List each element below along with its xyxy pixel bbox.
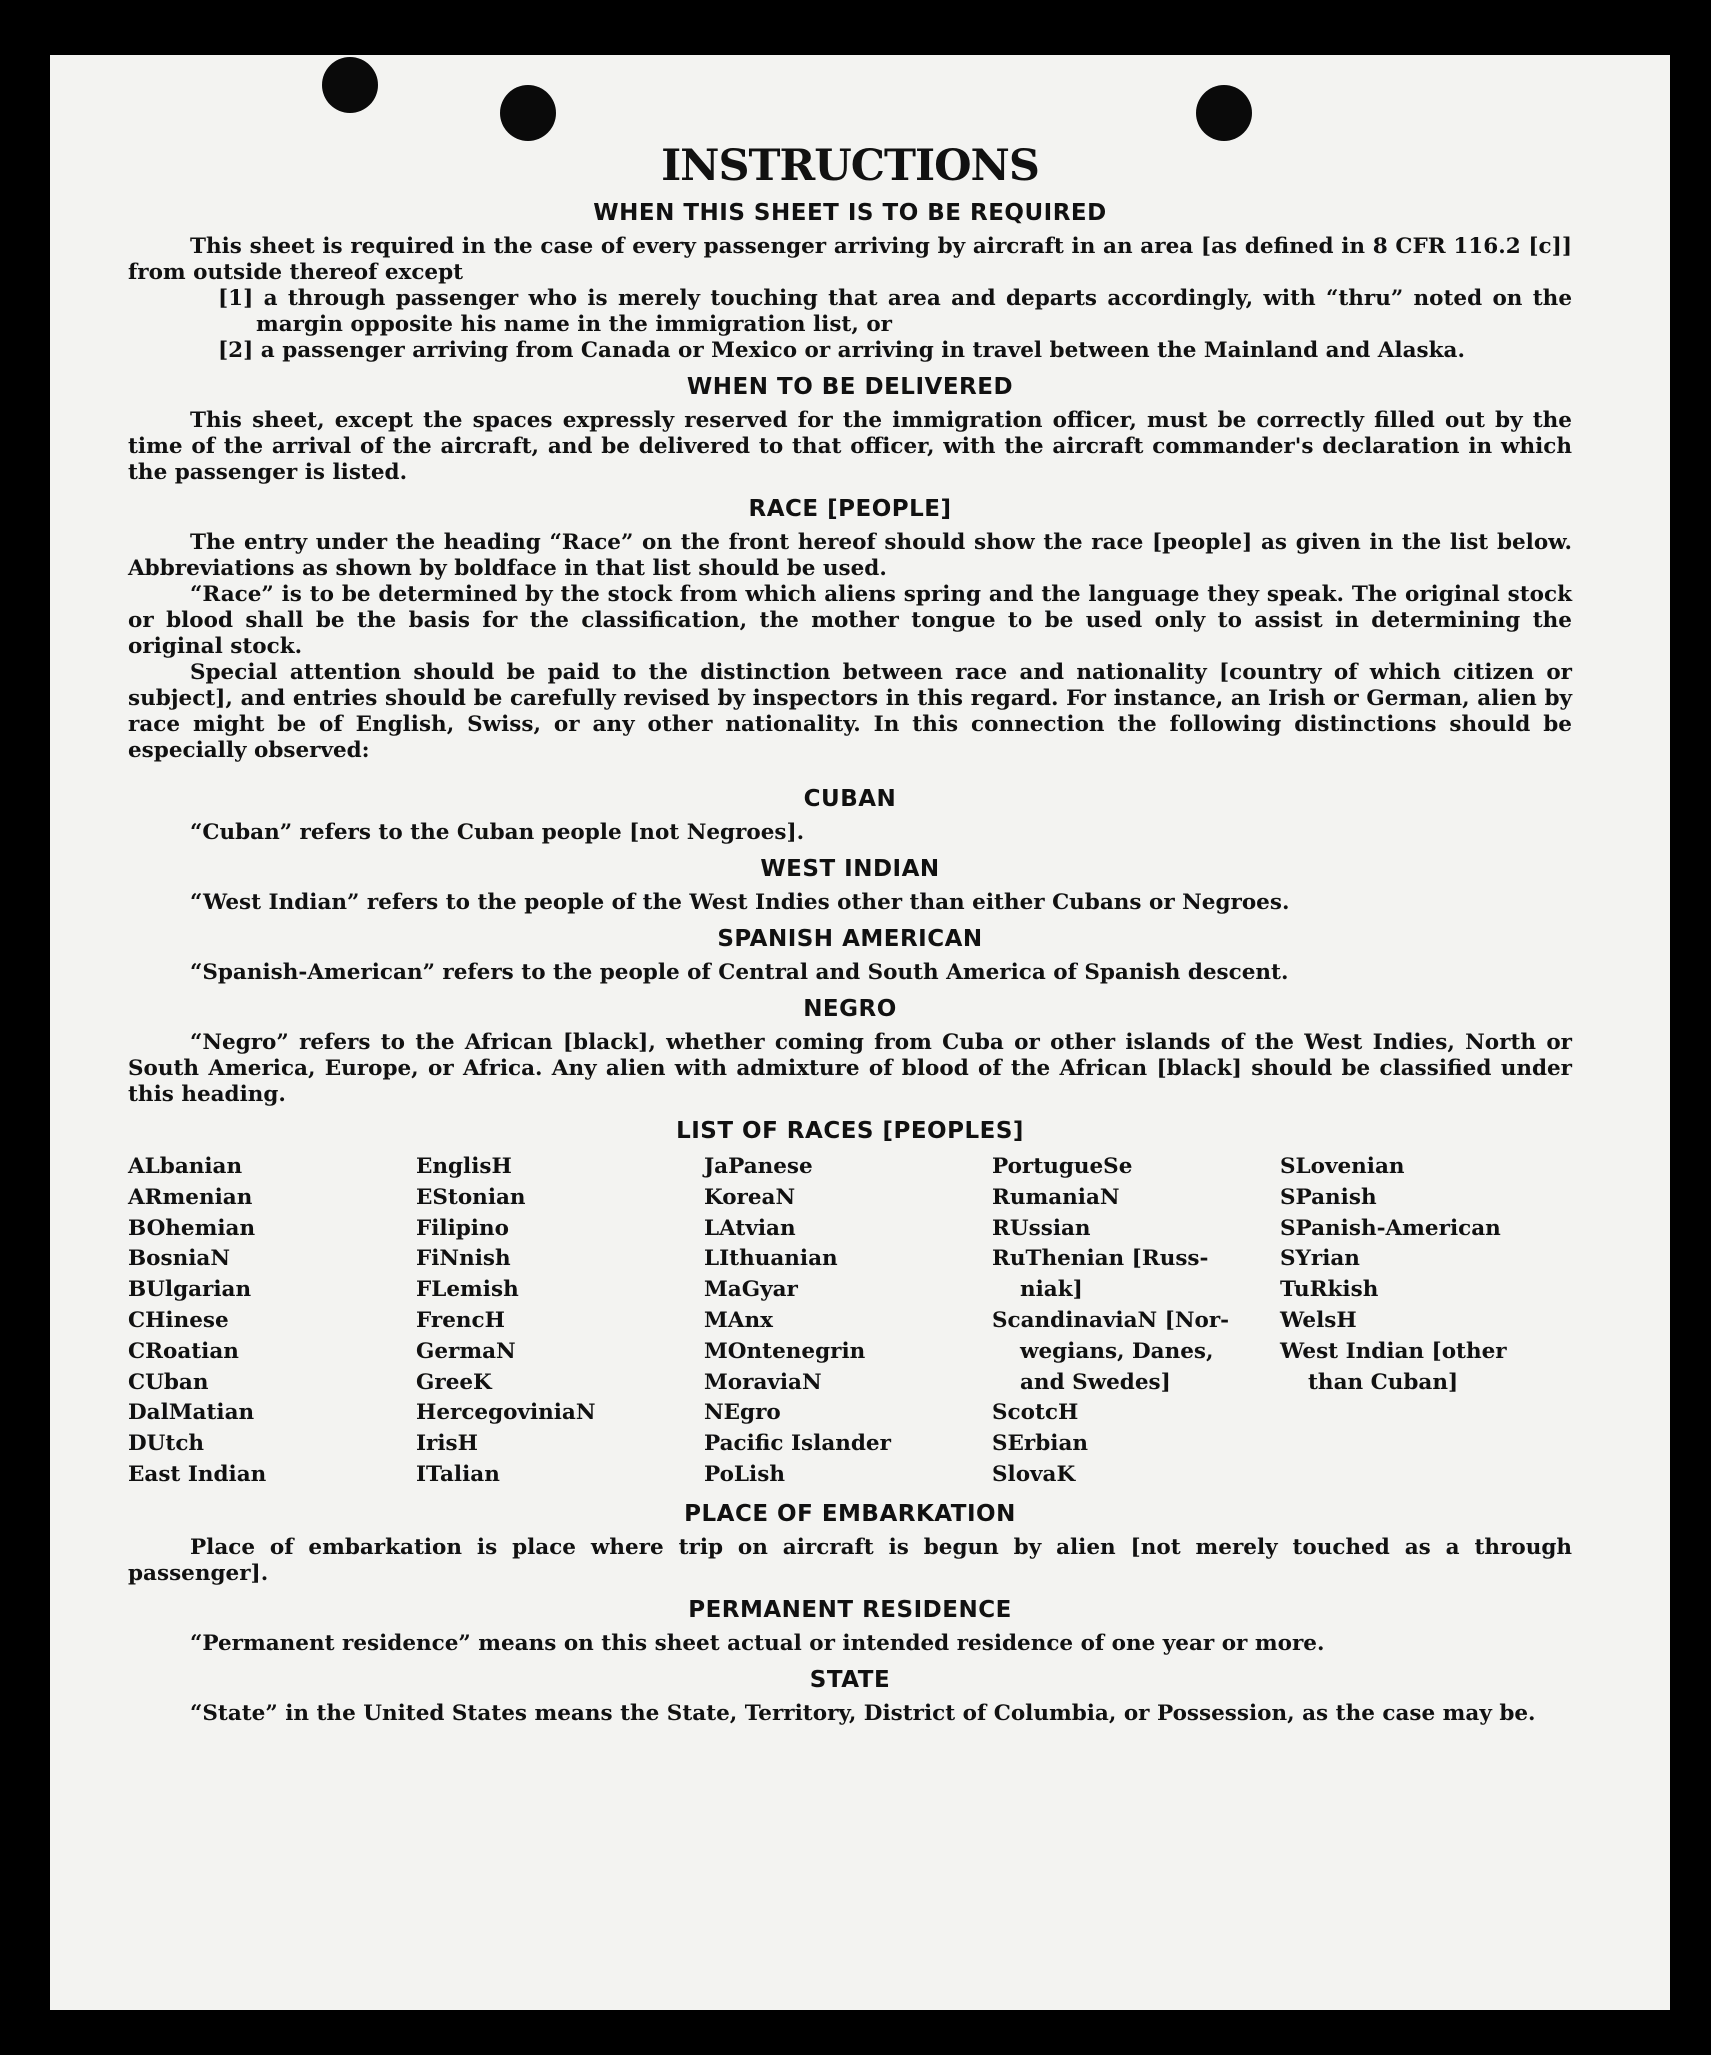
race-entry: ITalian [416, 1461, 500, 1487]
race-entry: Filipino [416, 1215, 509, 1241]
race-entry: NEgro [704, 1400, 781, 1426]
race-entry: TuRkish [1280, 1277, 1379, 1303]
embarkation-text: Place of embarkation is place where trip on aircraft is begun by alien [not merely touched as a through passenger]. [128, 1534, 1572, 1586]
cuban-text: “Cuban” refers to the Cuban people [not Negroes]. [190, 820, 805, 845]
race-entry: RUssian [992, 1215, 1091, 1241]
instructions-body [128, 140, 1572, 1727]
heading-required: WHEN THIS SHEET IS TO BE REQUIRED [593, 200, 1107, 226]
delivered-text: This sheet, except the spaces expressly reserved for the immigration officer, must be correctly filled out by the time of the arrival of the aircraft, and be delivered to that officer, with the aircraft commander's declaration in which the passenger is listed. [128, 408, 1572, 485]
race-entry: EnglisH [416, 1154, 512, 1179]
race-entry: BOhemian [128, 1215, 256, 1241]
race-entry: PortugueSe [992, 1154, 1133, 1179]
required-item-1: [1] a through passenger who is merely touching that area and departs accordingly, with “thru” noted on the margin opposite his name in the immigration list, or [218, 286, 1572, 337]
race-entry: SPanish-American [1280, 1215, 1501, 1241]
document-page [50, 55, 1670, 2010]
races-column-5 [1280, 1152, 1568, 1491]
race-entry: SPanish [1280, 1184, 1377, 1210]
race-entry: MAnx [704, 1307, 773, 1333]
race-entry-continuation: wegians, Danes, [1020, 1338, 1214, 1364]
negro-text: “Negro” refers to the African [black], whether coming from Cuba or other islands of the West Indies, North or South America, Europe, or Africa. Any alien with admixture of blood of the African [black] should be classified under this heading. [128, 1030, 1572, 1107]
race-entry: FrencH [416, 1307, 505, 1333]
race-entry: MOntenegrin [704, 1338, 866, 1364]
race-entry-continuation: niak] [1020, 1277, 1083, 1303]
race-entry: GreeK [416, 1369, 492, 1395]
race-entry: SErbian [992, 1431, 1089, 1457]
race-entry: West Indian [other [1280, 1338, 1507, 1364]
race-entry: CUban [128, 1369, 209, 1395]
races-column-4 [992, 1152, 1280, 1491]
race-entry: CRoatian [128, 1338, 239, 1364]
heading-negro: NEGRO [803, 996, 897, 1022]
race-entry: East Indian [128, 1461, 267, 1487]
race-entry: BosniaN [128, 1246, 230, 1272]
race-entry: FLemish [416, 1277, 519, 1303]
race-entry: DUtch [128, 1431, 205, 1457]
punch-hole [500, 85, 556, 141]
punch-hole [1196, 85, 1252, 141]
race-entry: ARmenian [128, 1184, 253, 1210]
race-entry: RumaniaN [992, 1184, 1120, 1210]
race-entry: WelsH [1280, 1307, 1357, 1333]
race-entry-continuation: than Cuban] [1308, 1369, 1459, 1395]
required-item-2: [2] a passenger arriving from Canada or Mexico or arriving in travel between the Mainland and Alaska. [218, 338, 1465, 363]
races-list [128, 1152, 1572, 1491]
required-intro: This sheet is required in the case of every passenger arriving by aircraft in an area [as defined in 8 CFR 116.2 [c]] from outside thereof except [128, 234, 1572, 285]
heading-cuban: CUBAN [803, 786, 897, 812]
race-entry: SYrian [1280, 1246, 1360, 1272]
heading-spanish-american: SPANISH AMERICAN [717, 926, 983, 952]
race-entry: CHinese [128, 1307, 229, 1333]
heading-race: RACE [PEOPLE] [748, 496, 952, 522]
heading-state: STATE [809, 1666, 891, 1693]
race-entry: PoLish [704, 1461, 785, 1487]
heading-list-of-races: LIST OF RACES [PEOPLES] [676, 1118, 1024, 1144]
race-entry: MaGyar [704, 1277, 798, 1303]
heading-permanent-residence: PERMANENT RESIDENCE [688, 1596, 1012, 1623]
race-entry: SLovenian [1280, 1154, 1405, 1179]
race-paragraph-3: Special attention should be paid to the distinction between race and nationality [country of which citizen or subject], and entries should be carefully revised by inspectors in this regard. For instance, an Irish or German, alien by race might be of English, Swiss, or any other nationality. In this connection the following distinctions should be especially observed: [128, 660, 1572, 763]
race-entry: ScandinaviaN [Nor- [992, 1307, 1230, 1333]
race-paragraph-2: “Race” is to be determined by the stock from which aliens spring and the language they speak. The original stock or blood shall be the basis for the classification, the mother tongue to be used only to assist in determining the original stock. [128, 582, 1572, 659]
race-entry: ALbanian [128, 1154, 243, 1179]
race-entry: BUlgarian [128, 1277, 252, 1303]
race-paragraph-1: The entry under the heading “Race” on the front hereof should show the race [people] as given in the list below. Abbreviations as shown by boldface in that list should be used. [128, 530, 1572, 581]
race-entry: EStonian [416, 1184, 526, 1210]
races-column-1 [128, 1152, 416, 1491]
race-entry-continuation: and Swedes] [1020, 1369, 1171, 1395]
race-entry: KoreaN [704, 1184, 796, 1210]
heading-delivered: WHEN TO BE DELIVERED [686, 374, 1014, 400]
state-text: “State” in the United States means the State, Territory, District of Columbia, or Possession, as the case may be. [190, 1700, 1536, 1726]
races-column-2 [416, 1152, 704, 1491]
race-entry: GermaN [416, 1338, 516, 1364]
race-entry: SlovaK [992, 1461, 1076, 1487]
heading-embarkation: PLACE OF EMBARKATION [684, 1500, 1016, 1527]
spanish-american-text: “Spanish-American” refers to the people of Central and South America of Spanish descent. [190, 960, 1289, 985]
race-entry: JaPanese [704, 1154, 813, 1179]
heading-west-indian: WEST INDIAN [760, 856, 940, 882]
west-indian-text: “West Indian” refers to the people of the West Indies other than either Cubans or Negroes. [190, 890, 1290, 915]
race-entry: DalMatian [128, 1400, 255, 1426]
race-entry: Pacific Islander [704, 1431, 891, 1457]
race-entry: LAtvian [704, 1215, 796, 1241]
races-column-3 [704, 1152, 992, 1491]
race-entry: LIthuanian [704, 1246, 838, 1272]
race-entry: MoraviaN [704, 1369, 822, 1395]
race-entry: IrisH [416, 1431, 478, 1457]
race-entry: RuThenian [Russ- [992, 1246, 1209, 1272]
race-entry: HercegoviniaN [416, 1400, 596, 1426]
race-entry: FiNnish [416, 1246, 511, 1272]
punch-hole [322, 57, 378, 113]
race-entry: ScotcH [992, 1400, 1079, 1426]
residence-text: “Permanent residence” means on this sheet actual or intended residence of one year or more. [190, 1630, 1325, 1656]
page-title: INSTRUCTIONS [661, 141, 1039, 191]
